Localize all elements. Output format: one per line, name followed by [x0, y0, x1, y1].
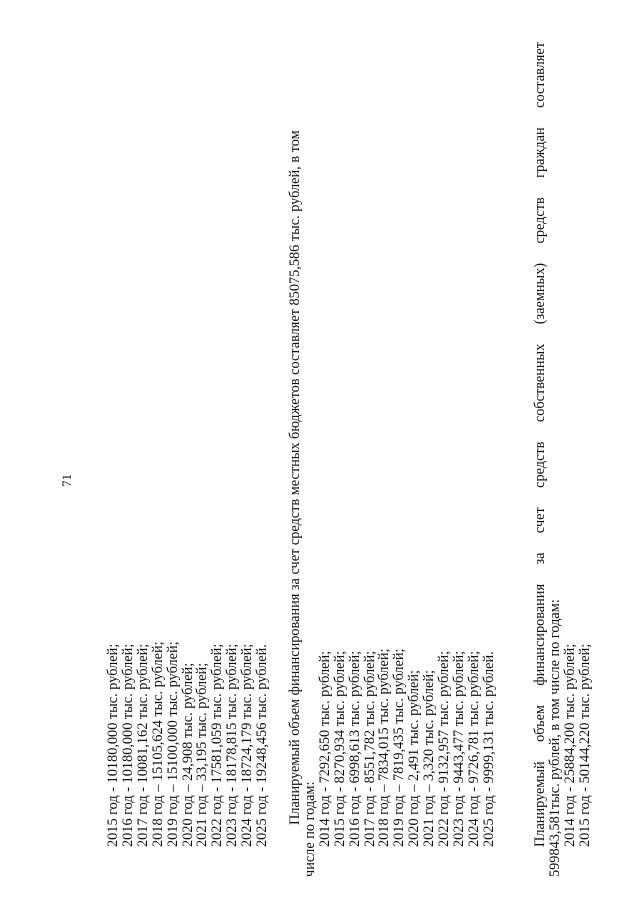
- list-item: 2021 год – 33,195 тыс. рублей;: [194, 662, 211, 847]
- list-item: 2020 год – 2,491 тыс. рублей;: [406, 669, 423, 847]
- list-item: 2025 год - 19248,456 тыс. рублей.: [254, 644, 271, 847]
- list-item: 2016 год - 6998,613 тыс. рублей;: [346, 650, 363, 847]
- list-item: 2018 год – 15105,624 тыс. рублей;: [149, 641, 166, 847]
- list-item: 2025 год - 9999,131 тыс. рублей.: [480, 651, 497, 847]
- paragraph-continuation: 599843,581тыс. рублей, в том числе по годам:: [546, 599, 563, 877]
- local-budget-section: [288, 42, 497, 877]
- paragraph-first-line: Планируемый объем финансирования за счет средств местных бюджетов составляет 85075,586 тыс. рублей, в том: [287, 130, 303, 825]
- citizen-funds-section: [533, 42, 593, 877]
- word: средств: [532, 441, 548, 488]
- list-item: 2015 год - 50144,220 тыс. рублей;: [576, 643, 593, 847]
- list-item: 2023 год - 9443,477 тыс. рублей;: [450, 650, 467, 847]
- list-item: 2015 год - 10180,000 тыс. рублей;: [105, 643, 121, 847]
- list-item: 2019 год – 7819,435 тыс. рублей;: [391, 648, 408, 847]
- list-item: 2018 год – 7834,015 тыс. рублей;: [376, 648, 393, 847]
- paragraph-continuation: числе по годам:: [301, 781, 318, 877]
- word: объем: [532, 705, 548, 742]
- list-item: 2014 год - 25884,200 тыс. рублей;: [561, 643, 578, 847]
- word: граждан: [532, 127, 548, 178]
- word: счет: [532, 507, 548, 534]
- word: за: [532, 552, 548, 565]
- page-number: 71: [59, 474, 74, 487]
- list-item: 2020 год – 24,908 тыс. рублей;: [179, 662, 196, 847]
- list-item: 2016 год - 10180,000 тыс. рублей;: [119, 643, 136, 847]
- list-item: 2024 год - 9726,781 тыс. рублей;: [465, 650, 482, 847]
- word: составляет: [532, 42, 548, 108]
- list-item: 2014 год - 7292,650 тыс. рублей;: [316, 650, 333, 847]
- word: (заемных): [532, 262, 548, 325]
- list-item: 2023 год - 18178,815 тыс. рублей;: [224, 643, 241, 847]
- word: Планируемый: [532, 761, 548, 847]
- list-item: 2022 год - 17581,059 тыс. рублей;: [209, 643, 226, 847]
- list-item: 2022 год - 9132,957 тыс. рублей;: [436, 650, 453, 847]
- rotated-sheet: [59, 42, 593, 877]
- word: средств: [532, 197, 548, 244]
- word: собственных: [532, 343, 548, 423]
- list-item: 2017 год - 10081,162 тыс. рублей;: [134, 643, 151, 847]
- paragraph-first-line: [533, 42, 548, 877]
- word: финансирования: [532, 583, 548, 686]
- list-item: 2024 год - 18724,179 тыс. рублей;: [239, 643, 256, 847]
- list-item: 2019 год – 15100,000 тыс. рублей;: [164, 641, 181, 847]
- list-item: 2021 год – 3,320 тыс. рублей;: [421, 669, 438, 847]
- local-funding-continuation: [106, 42, 270, 877]
- list-item: 2017 год - 8551,782 тыс. рублей;: [361, 650, 378, 847]
- list-item: 2015 год - 8270,934 тыс. рублей;: [331, 650, 348, 847]
